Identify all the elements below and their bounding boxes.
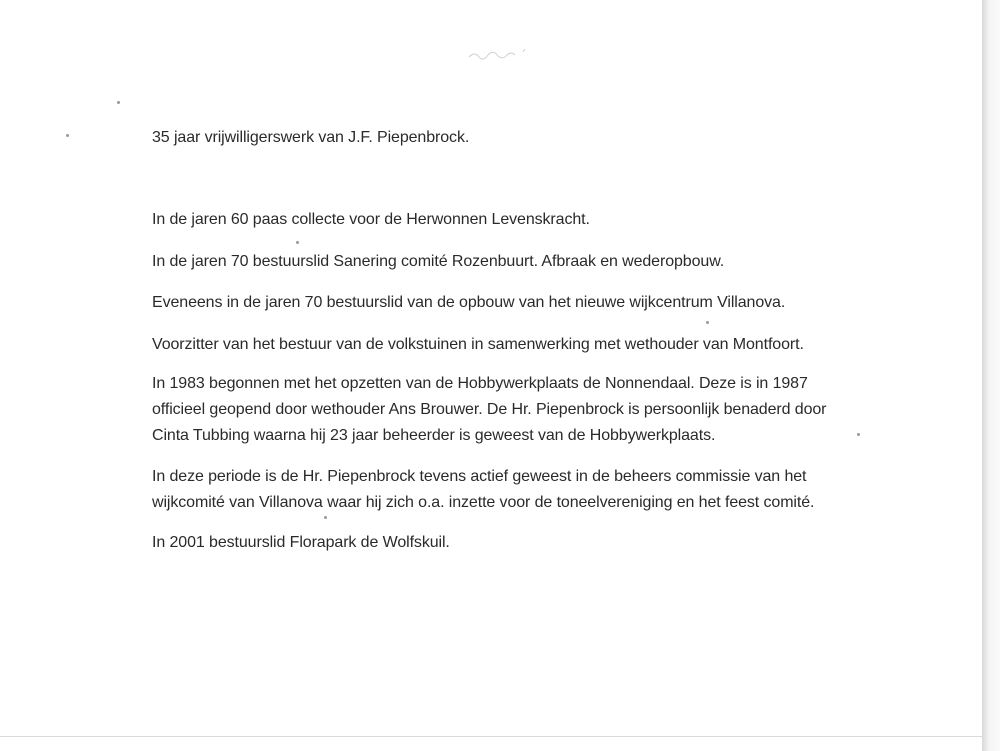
paragraph-line: In 2001 bestuurslid Florapark de Wolfskuil. [152, 534, 450, 551]
paragraph-line: Cinta Tubbing waarna hij 23 jaar beheerder is geweest van de Hobbywerkplaats. [152, 427, 716, 444]
paragraph-line: Eveneens in de jaren 70 bestuurslid van de opbouw van het nieuwe wijkcentrum Villanova. [152, 294, 786, 311]
paragraph-line: officieel geopend door wethouder Ans Brouwer. De Hr. Piepenbrock is persoonlijk benaderd door [152, 401, 827, 418]
paragraph-line: wijkcomité van Villanova waar hij zich o.a. inzette voor de toneelvereniging en het feest comité. [152, 494, 815, 511]
page-fold-line [0, 736, 982, 737]
paragraph-line: Voorzitter van het bestuur van de volkstuinen in samenwerking met wethouder van Montfoort. [152, 336, 804, 353]
document-title: 35 jaar vrijwilligerswerk van J.F. Piepenbrock. [152, 129, 470, 146]
scan-speck [324, 516, 327, 519]
page-edge-shadow [982, 0, 1000, 751]
scan-speck [296, 241, 299, 244]
scan-speck [66, 134, 69, 137]
scan-speck [117, 101, 120, 104]
paragraph-line: In deze periode is de Hr. Piepenbrock tevens actief geweest in de beheers commissie van het [152, 468, 807, 485]
scan-speck [706, 321, 709, 324]
paragraph-line: In 1983 begonnen met het opzetten van de Hobbywerkplaats de Nonnendaal. Deze is in 1987 [152, 375, 808, 392]
faint-pencil-mark [465, 48, 535, 62]
paragraph-line: In de jaren 70 bestuurslid Sanering comité Rozenbuurt. Afbraak en wederopbouw. [152, 253, 725, 270]
paragraph-line: In de jaren 60 paas collecte voor de Herwonnen Levenskracht. [152, 211, 590, 228]
scan-speck [857, 433, 860, 436]
